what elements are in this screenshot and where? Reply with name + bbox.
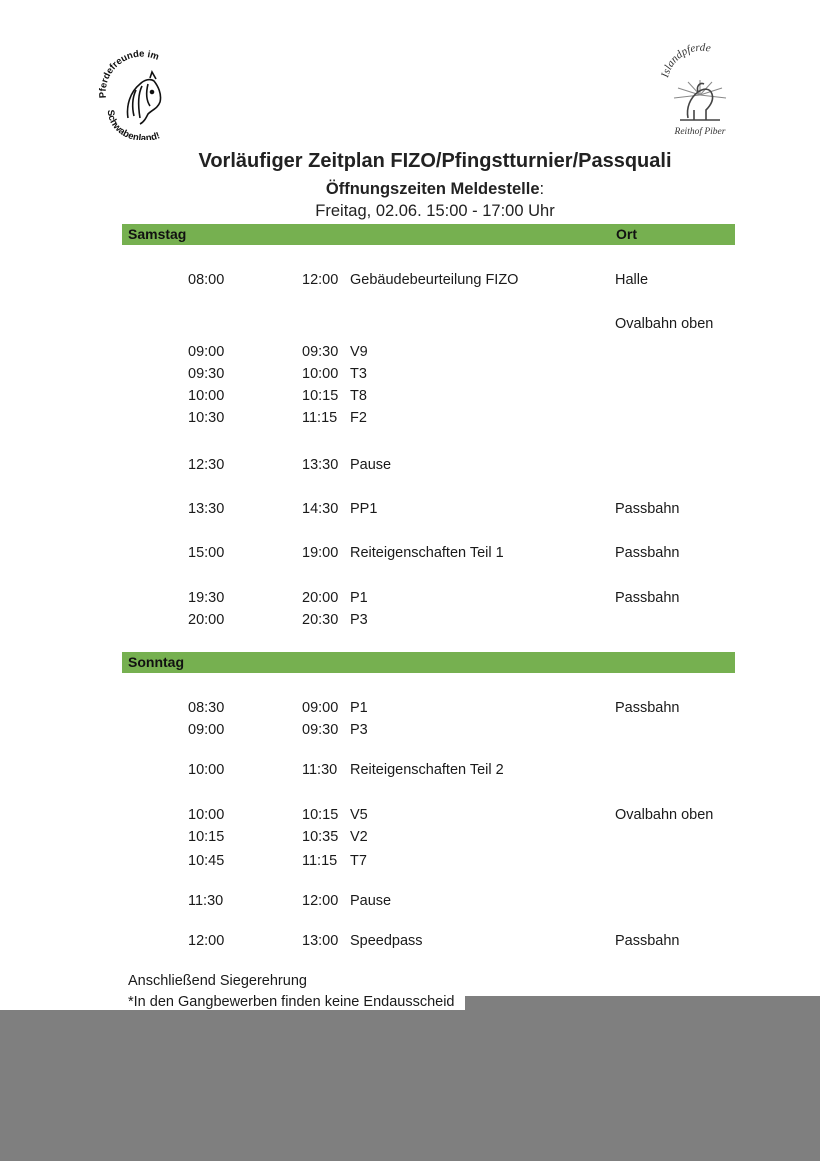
schedule-event: V5 (350, 807, 368, 823)
schedule-row (0, 590, 820, 610)
schedule-row (0, 410, 820, 430)
schedule-start: 09:30 (188, 366, 225, 382)
schedule-event: Pause (350, 893, 392, 909)
schedule-start: 09:00 (188, 344, 225, 360)
schedule-end: 09:00 (302, 700, 339, 716)
section-bar-samstag (122, 224, 735, 245)
schedule-start: 13:30 (188, 501, 225, 517)
schedule-row (0, 853, 820, 873)
gray-overlay (0, 1010, 820, 1161)
schedule-row (0, 700, 820, 720)
schedule-place: Ovalbahn oben (615, 807, 714, 823)
schedule-end: 13:00 (302, 933, 339, 949)
schedule-place: Passbahn (615, 700, 680, 716)
schedule-end: 12:00 (302, 272, 339, 288)
subtitle-colon: : (539, 180, 545, 198)
logo-right-top-text: Islandpferde (660, 41, 712, 79)
schedule-row (0, 366, 820, 386)
schedule-end: 19:00 (302, 545, 339, 561)
schedule-place: Passbahn (615, 933, 680, 949)
schedule-start: 10:15 (188, 829, 225, 845)
schedule-start: 10:45 (188, 853, 225, 869)
schedule-start: 15:00 (188, 545, 225, 561)
schedule-row (0, 501, 820, 521)
schedule-event: F2 (350, 410, 367, 426)
schedule-event: Speedpass (350, 933, 423, 949)
schedule-row (0, 545, 820, 565)
subtitle-text: Öffnungszeiten Meldestelle (325, 180, 540, 198)
schedule-row (0, 272, 820, 292)
sun-rays-icon (674, 80, 726, 98)
page-title: Vorläufiger Zeitplan FIZO/Pfingstturnier/Passquali (198, 150, 672, 172)
schedule-event: P3 (350, 722, 368, 738)
logo-islandpferde (660, 40, 740, 140)
schedule-start: 11:30 (188, 893, 224, 909)
schedule-event: Gebäudebeurteilung FIZO (350, 272, 519, 288)
schedule-event: Reiteigenschaften Teil 2 (350, 762, 504, 778)
schedule-event: PP1 (350, 501, 378, 517)
subtitle (0, 180, 820, 199)
schedule-place: Ovalbahn oben (615, 316, 714, 332)
schedule-end: 11:15 (302, 853, 338, 869)
schedule-end: 09:30 (302, 722, 339, 738)
column-label-ort: Ort (616, 226, 637, 242)
schedule-event: P3 (350, 612, 368, 628)
schedule-row (0, 933, 820, 953)
schedule-event: V2 (350, 829, 368, 845)
footer-line-1: Anschließend Siegerehrung (128, 973, 307, 989)
schedule-end: 11:15 (302, 410, 338, 426)
schedule-end: 10:15 (302, 388, 339, 404)
logo-pferdefreunde (96, 48, 188, 140)
office-hours: Freitag, 02.06. 15:00 - 17:00 Uhr (315, 202, 555, 220)
schedule-row (0, 722, 820, 742)
schedule-event: T8 (350, 388, 367, 404)
schedule-event: T7 (350, 853, 367, 869)
schedule-end: 11:30 (302, 762, 338, 778)
schedule-event: P1 (350, 590, 368, 606)
gray-overlay-notch (465, 996, 820, 1010)
schedule-row (0, 316, 820, 336)
schedule-event: P1 (350, 700, 368, 716)
logo-left-bottom-text: Schwabenland! (104, 109, 162, 140)
footer-line-2: *In den Gangbewerben finden keine Endausscheid (128, 994, 455, 1010)
schedule-event: Pause (350, 457, 392, 473)
schedule-start: 12:30 (188, 457, 225, 473)
schedule-row (0, 807, 820, 827)
schedule-end: 13:30 (302, 457, 339, 473)
schedule-event: T3 (350, 366, 367, 382)
schedule-place: Passbahn (615, 501, 680, 517)
schedule-end: 10:15 (302, 807, 339, 823)
horse-head-icon (128, 72, 161, 124)
schedule-start: 08:30 (188, 700, 225, 716)
schedule-end: 12:00 (302, 893, 339, 909)
schedule-row (0, 344, 820, 364)
schedule-row (0, 457, 820, 477)
schedule-start: 10:00 (188, 388, 225, 404)
schedule-row (0, 612, 820, 632)
schedule-end: 20:00 (302, 590, 339, 606)
schedule-end: 10:35 (302, 829, 339, 845)
schedule-place: Passbahn (615, 590, 680, 606)
schedule-end: 14:30 (302, 501, 339, 517)
schedule-start: 12:00 (188, 933, 225, 949)
schedule-start: 10:00 (188, 807, 225, 823)
schedule-place: Passbahn (615, 545, 680, 561)
schedule-row (0, 829, 820, 849)
schedule-start: 09:00 (188, 722, 225, 738)
schedule-row (0, 762, 820, 782)
schedule-start: 10:30 (188, 410, 225, 426)
schedule-row (0, 893, 820, 913)
section-label-sonntag: Sonntag (128, 654, 184, 670)
schedule-event: V9 (350, 344, 368, 360)
section-label-samstag: Samstag (128, 226, 187, 242)
schedule-start: 20:00 (188, 612, 225, 628)
schedule-start: 19:30 (188, 590, 225, 606)
section-bar-sonntag (122, 652, 735, 673)
schedule-row (0, 388, 820, 408)
schedule-end: 20:30 (302, 612, 339, 628)
schedule-end: 10:00 (302, 366, 339, 382)
logo-right-bottom-text: Reithof Piber (674, 127, 726, 137)
schedule-start: 10:00 (188, 762, 225, 778)
schedule-end: 09:30 (302, 344, 339, 360)
logo-left-top-text: Pferdefreunde im (97, 48, 161, 99)
schedule-place: Halle (615, 272, 649, 288)
schedule-start: 08:00 (188, 272, 225, 288)
schedule-event: Reiteigenschaften Teil 1 (350, 545, 504, 561)
